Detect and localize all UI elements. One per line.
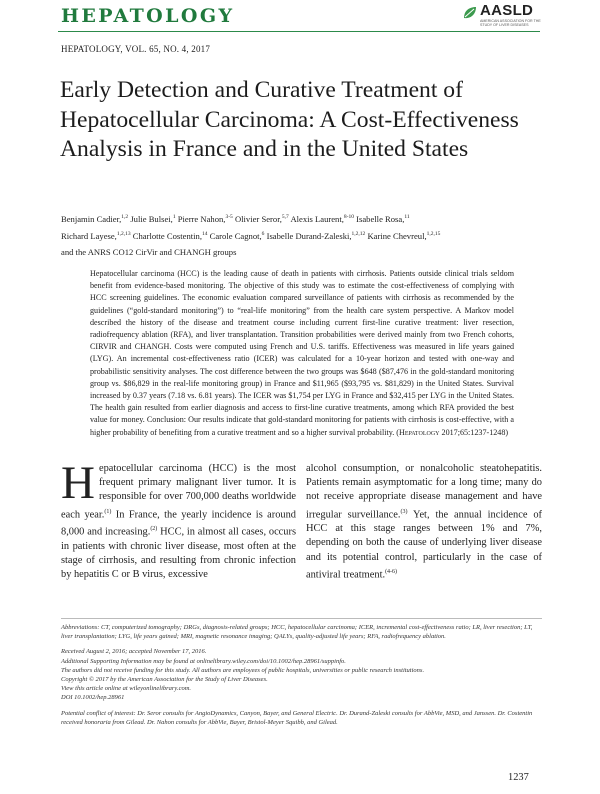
received-note: Received August 2, 2016; accepted November 17, 2016. — [61, 648, 207, 656]
author-affiliation: 6 — [261, 231, 265, 238]
citation-ref: (3) — [400, 508, 408, 515]
author-affiliation: 1 — [172, 214, 176, 220]
aasld-subtitle: AMERICAN ASSOCIATION FOR THE STUDY OF LIVER DISEASES — [480, 19, 541, 27]
copyright-note: Copyright © 2017 by the American Association for the Study of Liver Diseases. — [61, 676, 268, 684]
body-text: epatocellular carcinoma (HCC) is the most frequent primary malignant liver tumor. It is responsible for over 700,000 deaths worldwide each year. — [61, 463, 296, 521]
author-name: Benjamin Cadier, — [61, 213, 122, 224]
abstract-source-ref: 2017;65:1237-1248) — [441, 427, 509, 437]
aasld-text: AASLD — [480, 2, 534, 19]
author-list — [61, 210, 543, 260]
conflict-note: Potential conflict of interest: Dr. Seror consults for AngioDynamics, Canyon, Bayer, and General Electric. Dr. Durand-Zaleski consults for AbbVie, MSD, and Janssen. Dr. Costentin received honoraria from Gilead. Dr. Nahon consults for AbbVie, Bayer, Bristol-Meyer Squibb, and Gilead. — [61, 709, 533, 726]
abstract: Hepatocellular carcinoma (HCC) is the leading cause of death in patients with cirrhosis. Patients outside clinical trials seldom benefit from evidence-based monitoring. The objective of this study was to estimate the cost-effectiveness of complying with HCC screening guidelines. The economic evaluation compared surveillance of patients with cirrhosis as recommended by the guidelines (“gold-standard monitoring”) to “real-life monitoring” from the health care system perspective. A Markov model described the history of the disease and treatment course including current first-line curative treatment: liver resection, radiofrequency ablation (RFA), and liver transplantation. Transition probabilities were derived mainly from two French cohorts, CIRVIR and CHANGH. Costs were computed using French and U.S. tariffs. Effectiveness was measured in life years gained (LYG). An incremental cost-effectiveness ratio (ICER) was calculated for a 10-year horizon and tested with one-way and probabilistic sensitivity analyses. The cost difference between the two groups was $648 ($87,476 in the gold-standard monitoring group vs. $86,829 in the real-life monitoring group) in France and $11,965 ($93,795 vs. $81,829) in the United States. Survival increased by 0.37 years (7.18 vs. 6.81 years). The ICER was $1,754 per LYG in France and $32,415 per LYG in the United States. The health gain resulted from earlier diagnosis and access to first-line curative treatments, among which RFA provided the best value for money. Conclusion: Our results indicate that gold-standard monitoring for patients with cirrhosis is cost-effective, with a higher probability of benefiting from a curative treatment and so a higher survival probability. (Hepatology 2017;65:1237-1248) — [90, 269, 514, 437]
author-affiliation: 8-10 — [343, 214, 354, 220]
journal-name: HEPATOLOGY — [61, 5, 235, 27]
article-title: Early Detection and Curative Treatment of Hepatocellular Carcinoma: A Cost-Effectiveness Analysis in France and in the United States — [60, 77, 519, 162]
author-name: Charlotte Costentin, — [132, 231, 202, 242]
page-number: 1237 — [508, 772, 529, 783]
body-column-left — [61, 457, 296, 583]
body-text: Yet, the annual incidence of HCC at this stage ranges between 1% and 7%, depending on both the cause of underlying liver disease and its potential control, particularly in the case of antiviral treatment. — [306, 509, 542, 581]
author-name: Richard Layese, — [61, 231, 117, 242]
citation-ref: (2) — [150, 526, 158, 533]
body-text: HCC, in almost all cases, occurs in patients with chronic liver disease, most often at the stage of cirrhosis, and resulting from chronic infection by hepatitis C or B virus, excessive — [61, 526, 296, 581]
author-name: Pierre Nahon, — [177, 213, 226, 224]
author-affiliation: 1,2,15 — [426, 231, 441, 238]
footnote-divider — [61, 618, 542, 619]
author-name: Alexis Laurent, — [290, 213, 344, 224]
author-affiliation: 1,2 — [121, 214, 129, 220]
view-online-note[interactable]: View this article online at wileyonlinelibrary.com. — [61, 685, 192, 693]
footnotes — [61, 623, 542, 727]
author-name: Olivier Seror, — [234, 213, 282, 224]
funding-note: The authors did not receive funding for this study. All authors are employees of public hospitals, universities or public research institutions. — [61, 666, 425, 674]
author-name: Karine Chevreul, — [367, 231, 427, 242]
author-name: Carole Cagnot, — [209, 231, 262, 242]
journal-citation: HEPATOLOGY, VOL. 65, NO. 4, 2017 — [61, 44, 211, 54]
citation-ref: (1) — [104, 508, 112, 515]
author-groups: and the ANRS CO12 CirVir and CHANGH groups — [61, 246, 237, 257]
supporting-info-note[interactable]: Additional Supporting Information may be found at onlinelibrary.wiley.com/doi/10.1002/hep.28961/suppinfo. — [61, 657, 346, 665]
body-text: alcohol consumption, or nonalcoholic steatohepatitis. Patients remain asymptomatic for a long time; many do not receive appropriate disease management and have irregular surveillance. — [306, 463, 542, 521]
abbreviations-note: Abbreviations: CT, computerized tomography; DRGs, diagnosis-related groups; HCC, hepatocellular carcinoma; ICER, incremental cost-effectiveness ratio; LR, liver resection; LT, liver transplantation; LYG, life years gained; MRI, magnetic resonance imaging; QALYs, quality-adjusted life years; RFA, radiofrequency ablation. — [61, 624, 533, 641]
author-affiliation: 1,2,13 — [116, 231, 131, 238]
body-column-right — [306, 462, 542, 583]
author-affiliation: 14 — [201, 231, 208, 238]
author-affiliation: 3-5 — [225, 214, 233, 220]
doi-note[interactable]: DOI 10.1002/hep.28961 — [61, 694, 125, 702]
abstract-text: Hepatocellular carcinoma (HCC) is the leading cause of death in patients with cirrhosis. Patients outside clinical trials seldom benefit from evidence-based monitoring. The objective of this study was to estimate the cost-effectiveness of complying with HCC screening guidelines. The economic evaluation compared surveillance of patients with cirrhosis as recommended by the guidelines (“gold-standard monitoring”) to “real-life monitoring” from the health care system perspective. A Markov model described the history of the disease and treatment course including current first-line curative treatment: liver resection, radiofrequency ablation (RFA), and liver transplantation. Transition probabilities were derived mainly from two French cohorts, CIRVIR and CHANGH. Costs were computed using French and U.S. tariffs. Effectiveness was measured in life years gained (LYG). An incremental cost-effectiveness ratio (ICER) was calculated for a 10-year horizon and tested with one-way and probabilistic sensitivity analyses. The cost difference between the two groups was $648 ($87,476 in the gold-standard monitoring group vs. $86,829 in the real-life monitoring group) in France and $11,965 ($93,795 vs. $81,829) in the United States. Survival increased by 0.37 years (7.18 vs. 6.81 years). The ICER was $1,754 per LYG in France and $32,415 per LYG in the United States. The health gain resulted from earlier diagnosis and access to first-line curative treatments, among which RFA provided the best value for money. Conclusion: Our results indicate that gold-standard monitoring for patients with cirrhosis is cost-effective, with a higher probability of benefiting from a curative treatment and so a higher survival probability. — [90, 269, 514, 437]
author-name: Julie Bulsei, — [130, 213, 173, 224]
abstract-source-name: Hepatology — [398, 427, 440, 437]
author-name: Isabelle Durand-Zaleski, — [266, 231, 352, 242]
citation-ref: (4-6) — [385, 568, 398, 575]
aasld-leaf-icon — [462, 5, 478, 21]
author-affiliation: 1,2,12 — [351, 231, 366, 238]
author-name: Isabelle Rosa, — [356, 213, 405, 224]
journal-header — [0, 0, 600, 35]
drop-cap: H — [61, 457, 95, 509]
body-text: In France, the yearly incidence is around 8,000 and increasing. — [61, 509, 296, 538]
author-affiliation: 5,7 — [281, 214, 289, 220]
author-affiliation: 11 — [404, 214, 410, 220]
aasld-logo — [462, 2, 544, 32]
